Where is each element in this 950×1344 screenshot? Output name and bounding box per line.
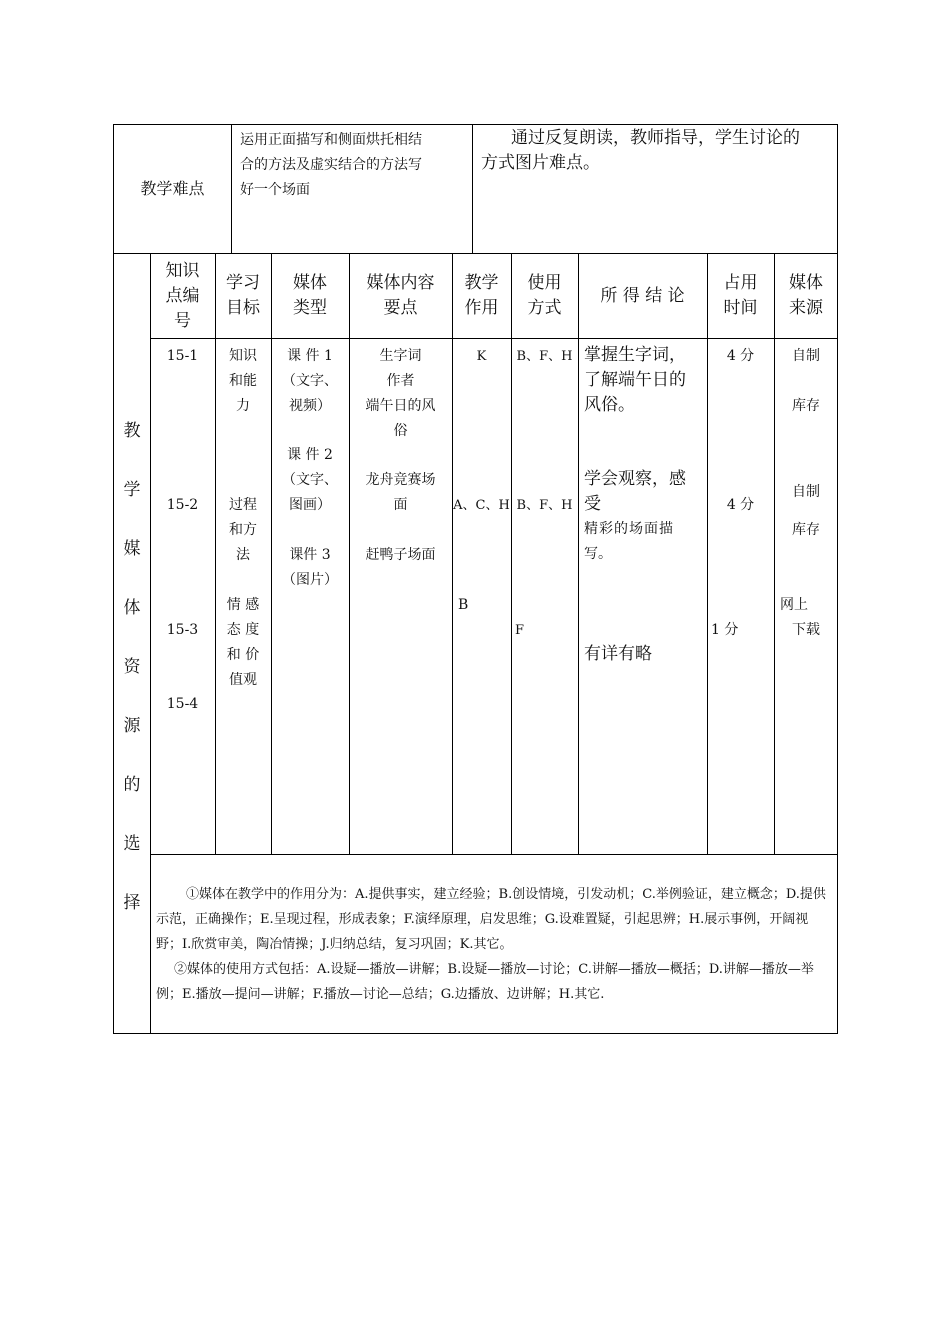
media-section-side-label: 教 学 媒 体 资 源 的 选 择 — [123, 421, 141, 913]
teaching-role-value: K — [476, 349, 487, 364]
time-value: 4 分 — [726, 497, 755, 513]
kp-number: 15-1 — [166, 348, 199, 364]
divider — [231, 124, 232, 253]
usage-value: B、F、H — [516, 349, 573, 364]
divider — [150, 338, 838, 339]
kp-number: 15-2 — [166, 497, 199, 513]
header-conclusion: 所 得 结 论 — [600, 286, 685, 306]
time-value: 1 分 — [711, 622, 739, 638]
teaching-role-value: A、C、H — [453, 498, 510, 513]
document-page: 教学难点 运用正面描写和侧面烘托相结 合的方法及虚实结合的方法写 好一个场面 通过反复朗读，教师指导，学生讨论的 方式图片难点。 教 学 媒 体 资 源 的 选 择 知识 点编 号 学习 目标 媒体 类型 媒体内容 要点 教学 作用 使用 方式 所 得 结 论 占用 时间 媒体 来源 15-1 15-2 15-3 15-4 知识 和能 力 过程 和方 法 情 感 态 度 和 价 值观 课 件 1 （文字、 视频） 课 件 2 （文字、 图画） 课件 3 （图片） 生字词 作者 端午日的风 俗 龙舟竞赛场 面 赶鸭子场面 K A、C、H B B、F、H B、F、H F 掌握生字词， 了解端午日的 风俗。 学会观察，感 受 精彩的场面描 写。 有详有略 4 分 4 分 1 分 自制 库存 自制 库存 网上 下载 ①媒体在教学中的作用分为：A.提供事实，建立经验；B.创设情境，引发动机；C.举例验证，建立概念；D.提供示范，正确操作；E.呈现过程，形成表象；F.演绎原理，启发思维；G.设难置疑，引起思辨；H.展示事例，开阔视野；I.欣赏审美，陶冶情操；J.归纳总结，复习巩固；K.其它。 ②媒体的使用方式包括：A.设疑—播放—讲解；B.设疑—播放—讨论；C.讲解—播放—概括；D.讲解—播放—举例；E.播放—提问—讲解；F.播放—讨论—总结；G.边播放、边讲解；H.其它. — [0, 0, 950, 1344]
divider — [578, 253, 579, 854]
teaching-role-value: B — [458, 597, 469, 613]
divider — [150, 854, 838, 855]
time-value: 4 分 — [726, 348, 755, 364]
divider — [113, 253, 838, 254]
kp-number: 15-3 — [166, 622, 199, 638]
note-teaching-role-legend: ①媒体在教学中的作用分为：A.提供事实，建立经验；B.创设情境，引发动机；C.举例验证，建立概念；D.提供示范，正确操作；E.呈现过程，形成表象；F.演绎原理，启发思维；G.设难置疑，引起思辨；H.展示事例，开阔视野；I.欣赏审美，陶冶情操；J.归纳总结，复习巩固；K.其它。 — [156, 887, 826, 952]
difficulty-label: 教学难点 — [140, 179, 205, 198]
divider — [150, 253, 151, 1034]
note-usage-legend: ②媒体的使用方式包括：A.设疑—播放—讲解；B.设疑—播放—讨论；C.讲解—播放—概括；D.讲解—播放—举例；E.播放—提问—讲解；F.播放—讨论—总结；G.边播放、边讲解；H.其它. — [156, 962, 814, 1002]
usage-value: B、F、H — [516, 498, 573, 513]
divider — [472, 124, 473, 253]
kp-number: 15-4 — [166, 696, 199, 712]
usage-value: F — [515, 623, 525, 638]
conclusion-detail: 有详有略 — [584, 644, 652, 664]
